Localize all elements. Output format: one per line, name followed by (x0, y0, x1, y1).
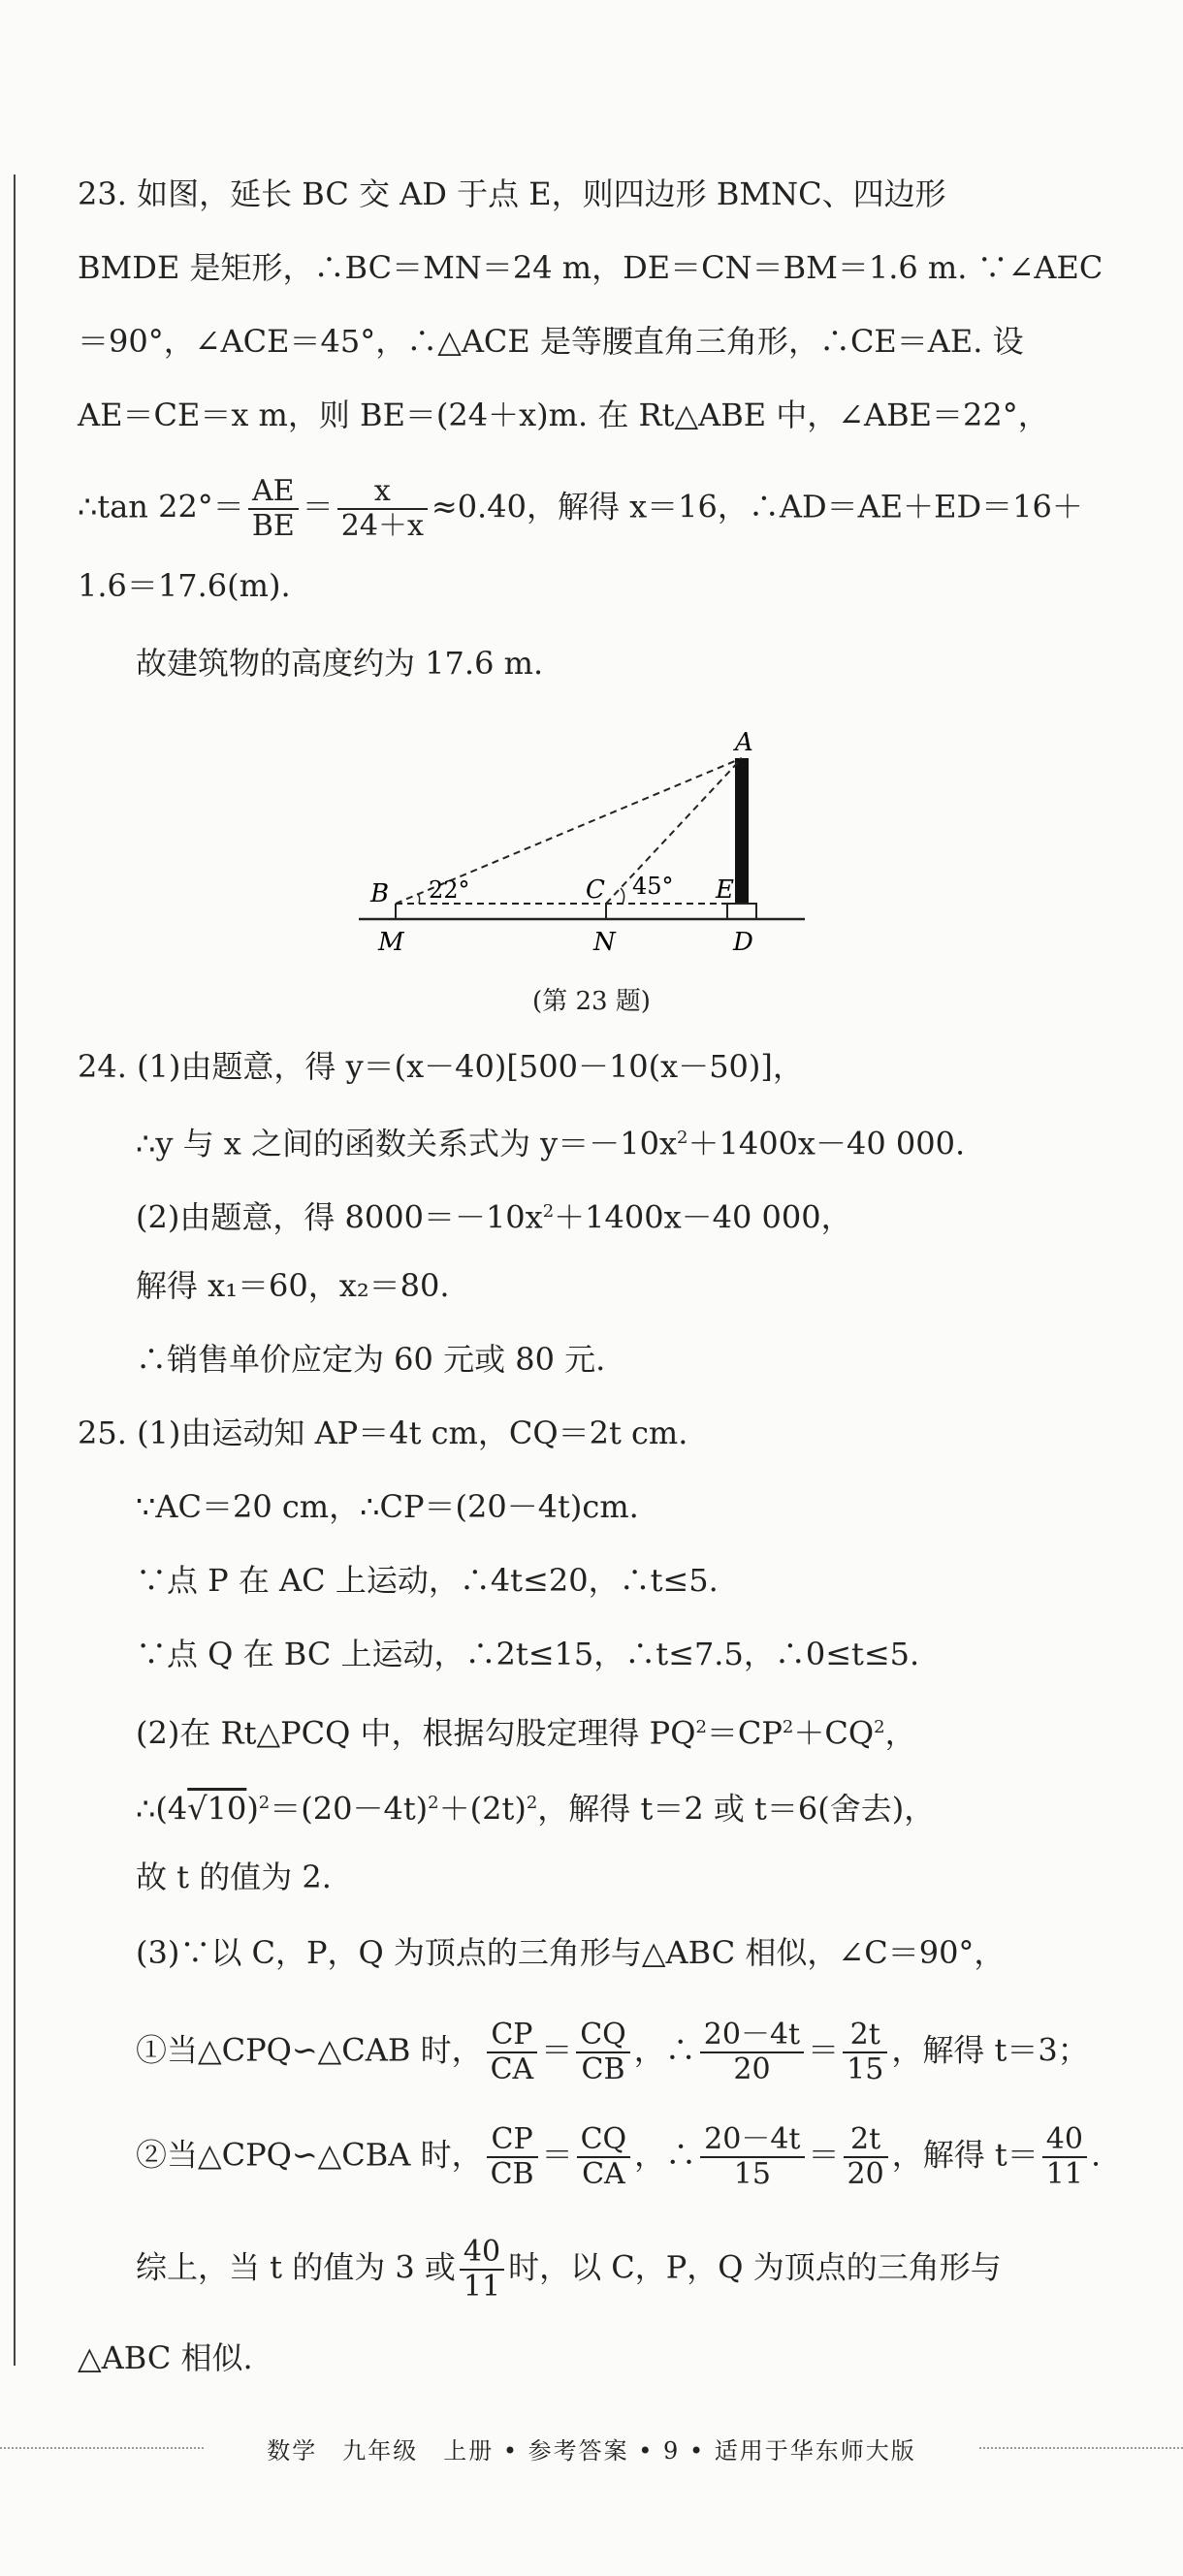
text-line: ∴销售单价应定为 60 元或 80 元. (136, 1341, 606, 1378)
label-d: D (733, 928, 753, 957)
pyth-line: (2)在 Rt△PCQ 中，根据勾股定理得 $PQ^2=CP^2+CQ^2$， (136, 1714, 916, 1752)
text-line: 25. (1)由运动知 AP＝4t cm，CQ＝2t cm. (78, 1415, 688, 1451)
sqrt-line: $\therefore(4√10)^2=(20-4t)^2+(2t)^2$，解得 t＝2 或 t＝6(舍去)， (136, 1790, 936, 1828)
text-line: BMDE 是矩形，∴BC＝MN＝24 m，DE＝CN＝BM＝1.6 m. ∵∠AEC (78, 249, 1103, 286)
text-line: AE＝CE＝x m，则 BE＝(24＋x)m. 在 Rt△ABE 中，∠ABE＝22°， (78, 397, 1049, 433)
figure-caption: (第 23 题) (532, 987, 651, 1016)
label-c: C (586, 875, 605, 905)
text-line: 解得 x₁＝60，x₂＝80. (136, 1267, 450, 1304)
text-line: ∵点 P 在 AC 上运动，∴4t≤20，∴t≤5. (136, 1562, 719, 1599)
func-line: ∴y 与 x 之间的函数关系式为 $y=-10x^2+1400x-40$ 000. (136, 1125, 966, 1162)
text-line: 故 t 的值为 2. (136, 1859, 332, 1895)
building-diagram (349, 727, 834, 960)
text-line: 23. 如图，延长 BC 交 AD 于点 E，则四边形 BMNC、四边形 (78, 175, 946, 212)
text-line: ∵AC＝20 cm，∴CP＝(20－4t)cm. (136, 1488, 639, 1525)
label-a: A (735, 728, 753, 757)
tan-line: ∴tan 22°＝ $\frac{AE}{BE}$ ＝ $\frac{x}{24+x}$ ≈0.40，解得 x＝16，∴AD＝AE＋ED＝16＋ (78, 474, 1083, 543)
text-line: ＝90°，∠ACE＝45°，∴△ACE 是等腰直角三角形，∴CE＝AE. 设 (78, 323, 1024, 360)
label-n: N (593, 928, 616, 957)
page-footer: 数学 九年级 上册 • 参考答案 • 9 • 适用于华东师大版 (267, 2437, 916, 2465)
left-margin-rule (14, 175, 16, 2366)
case-2-line: ②当△CPQ∽△CBA 时， $\frac{CP}{CB}$ ＝ $\frac{CQ}{CA}$ ，∴ $\frac{20-4t}{15}$ ＝ $\frac{2t}{20}$ ，解得 t＝ $\frac{40}{11}$ . (136, 2122, 1102, 2191)
tan-pre: ∴tan 22°＝ (78, 488, 244, 525)
text-line: △ABC 相似. (78, 2339, 253, 2376)
fraction: $\frac{AE}{BE}$ (248, 475, 299, 543)
eq-line: (2)由题意，得 $8000=-10x^2+1400x-40$ 000， (136, 1198, 852, 1236)
angle-label-b: 22° (429, 876, 470, 904)
summary-line: 综上，当 t 的值为 3 或 $\frac{40}{11}$ 时，以 C，P，Q 为顶点的三角形与 (136, 2235, 1002, 2304)
label-b: B (370, 879, 390, 908)
fraction: $\frac{x}{24+x}$ (337, 475, 428, 543)
text-line: 1.6＝17.6(m). (78, 567, 291, 604)
text-line: 24. (1)由题意，得 y＝(x－40)[500－10(x－50)]， (78, 1048, 804, 1085)
conclusion-23: 故建筑物的高度约为 17.6 m. (136, 645, 544, 682)
building (735, 758, 749, 904)
angle-label-c: 45° (632, 873, 674, 900)
case-1-line: ①当△CPQ∽△CAB 时， $\frac{CP}{CA}$ ＝ $\frac{CQ}{CB}$ ，∴ $\frac{20-4t}{20}$ ＝ $\frac{2t}{15}$ ，解得 t＝3； (136, 2018, 1089, 2086)
label-e: E (716, 875, 734, 905)
text-line: (3)∵以 C，P，Q 为顶点的三角形与△ABC 相似，∠C＝90°， (136, 1934, 1006, 1971)
label-m: M (378, 928, 404, 957)
text-line: ∵点 Q 在 BC 上运动，∴2t≤15，∴t≤7.5，∴0≤t≤5. (136, 1636, 920, 1672)
